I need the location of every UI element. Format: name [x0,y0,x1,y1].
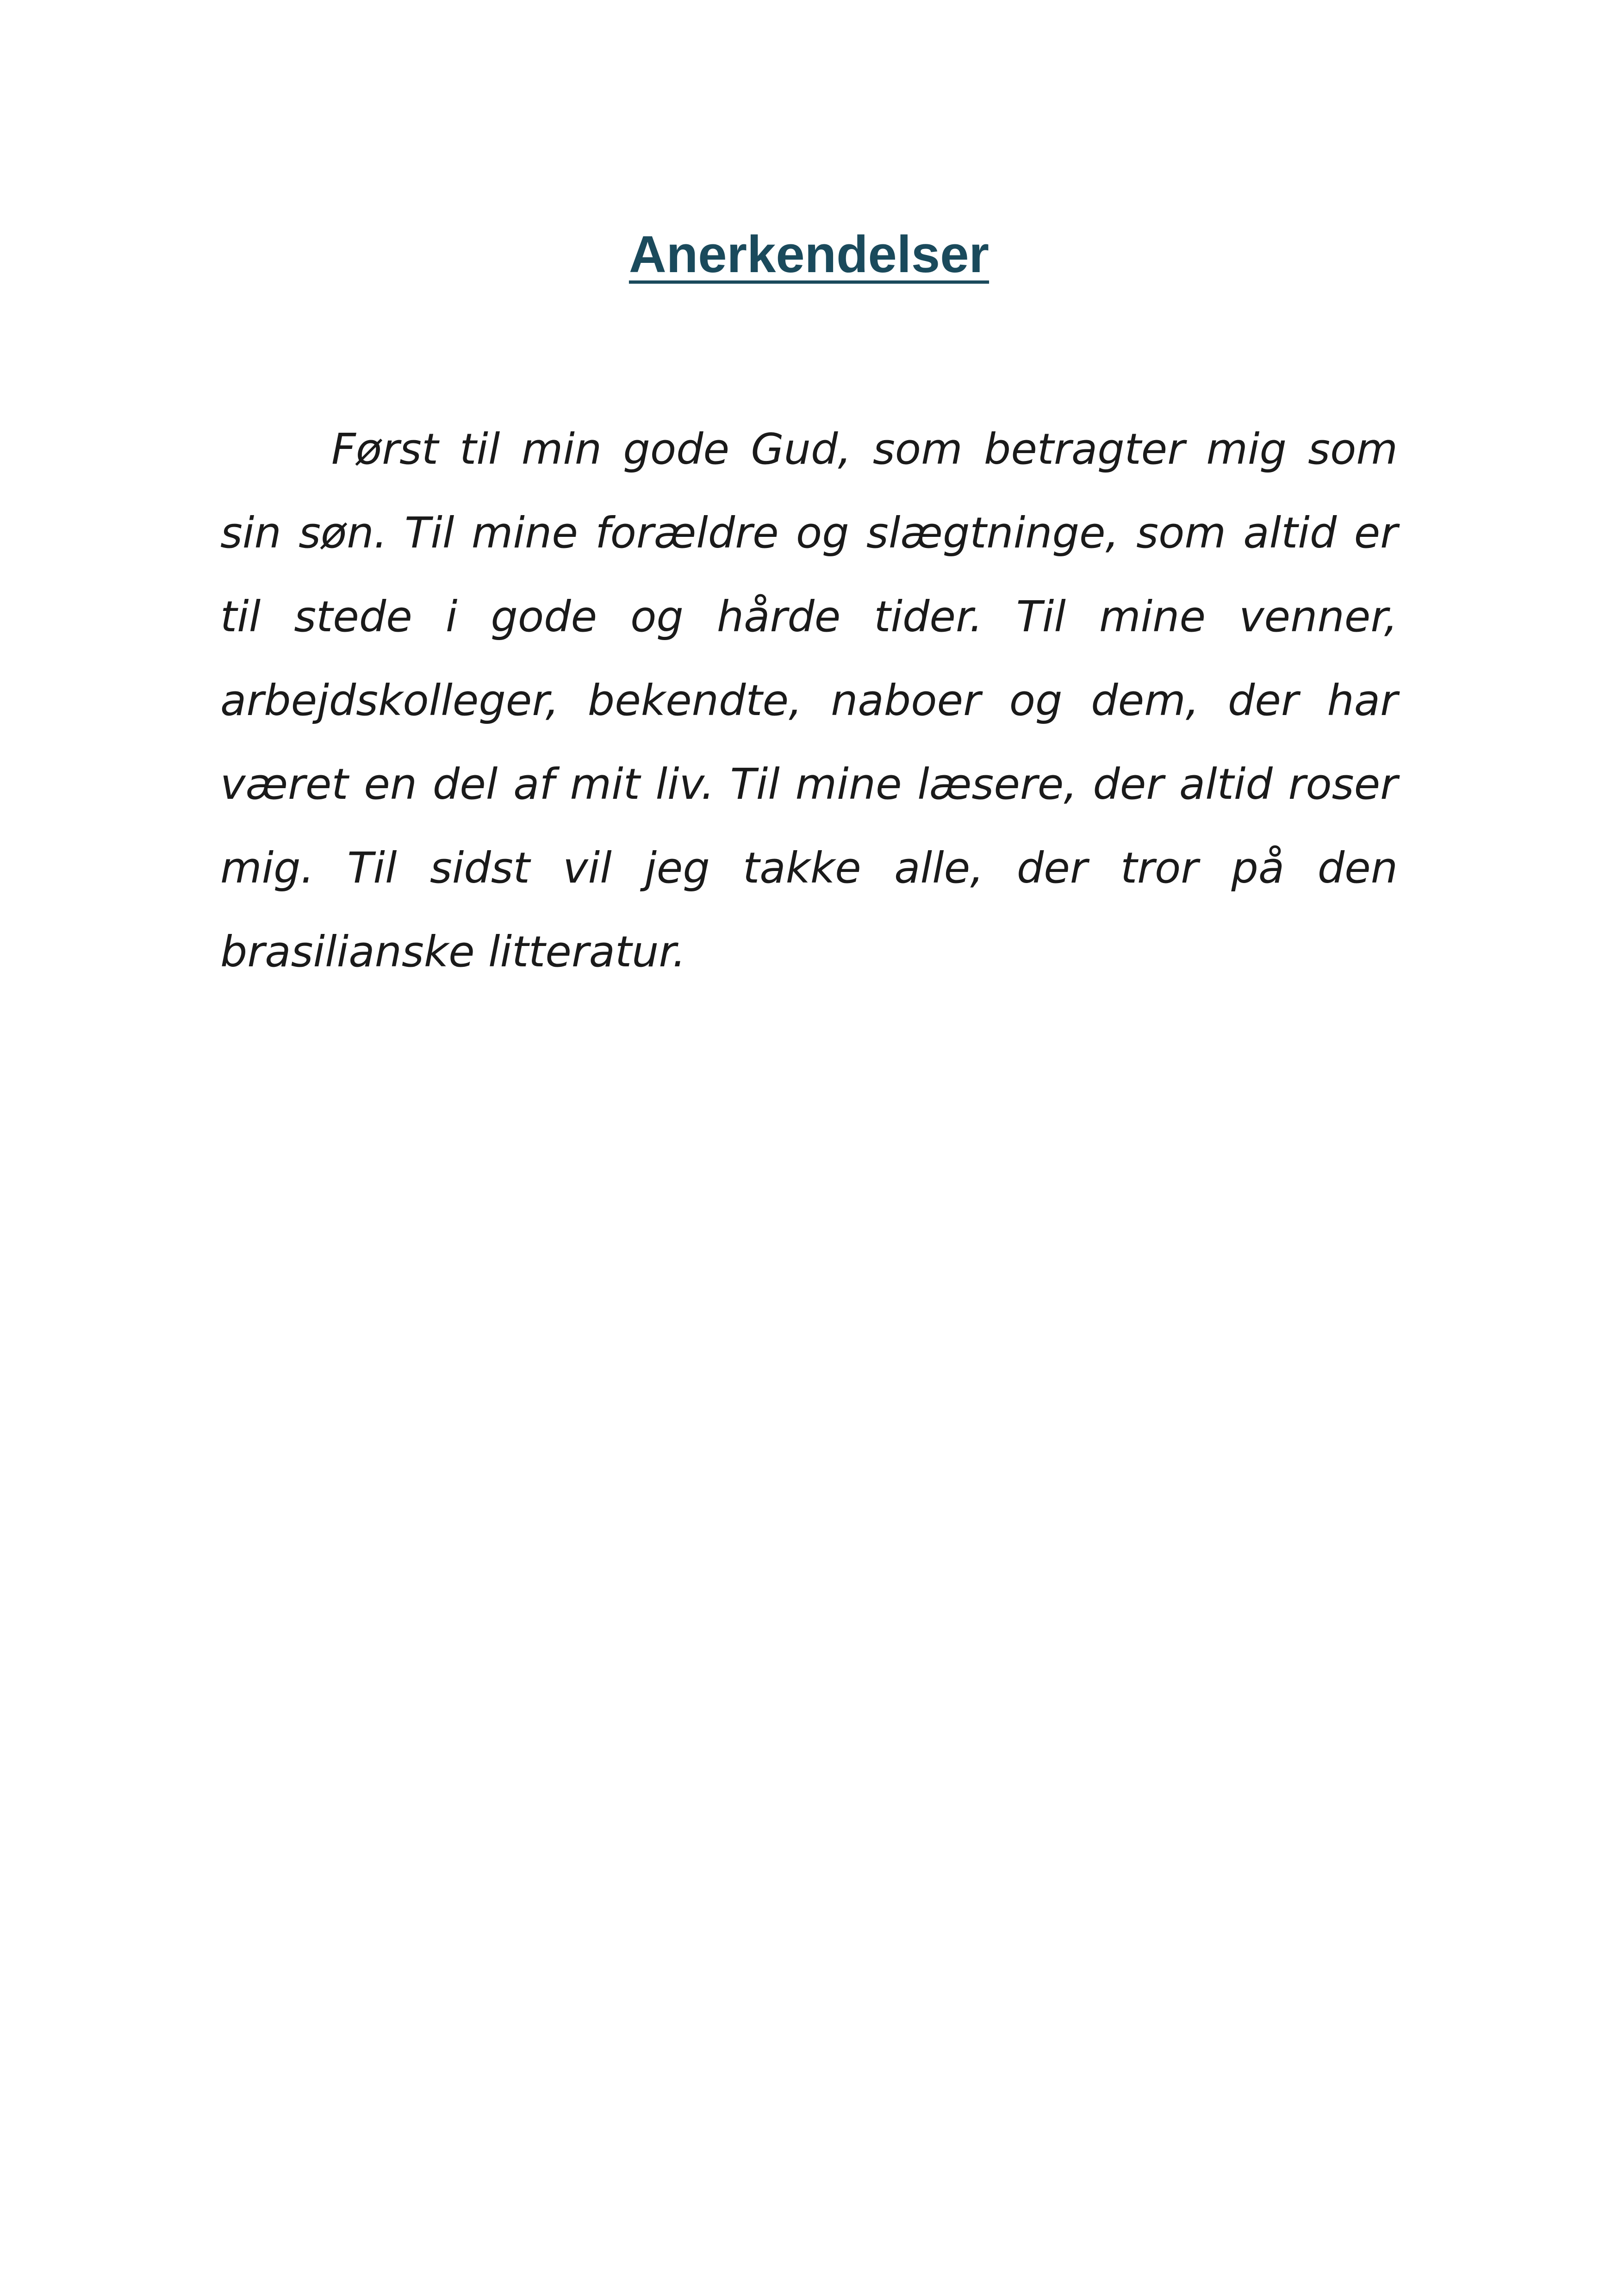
page-title: Anerkendelser [629,225,989,283]
acknowledgements-paragraph: Først til min gode Gud, som betragter mig som sin søn. Til mine forældre og slægtninge, som altid er til stede i gode og hårde tider. Til mine venner, arbejdskolleger, bekendte, naboer og dem, der har været en del af mit liv. Til mine læsere, der altid roser mig. Til sidst vil jeg takke alle, der tror på den brasilianske litteratur. [220,424,1398,977]
